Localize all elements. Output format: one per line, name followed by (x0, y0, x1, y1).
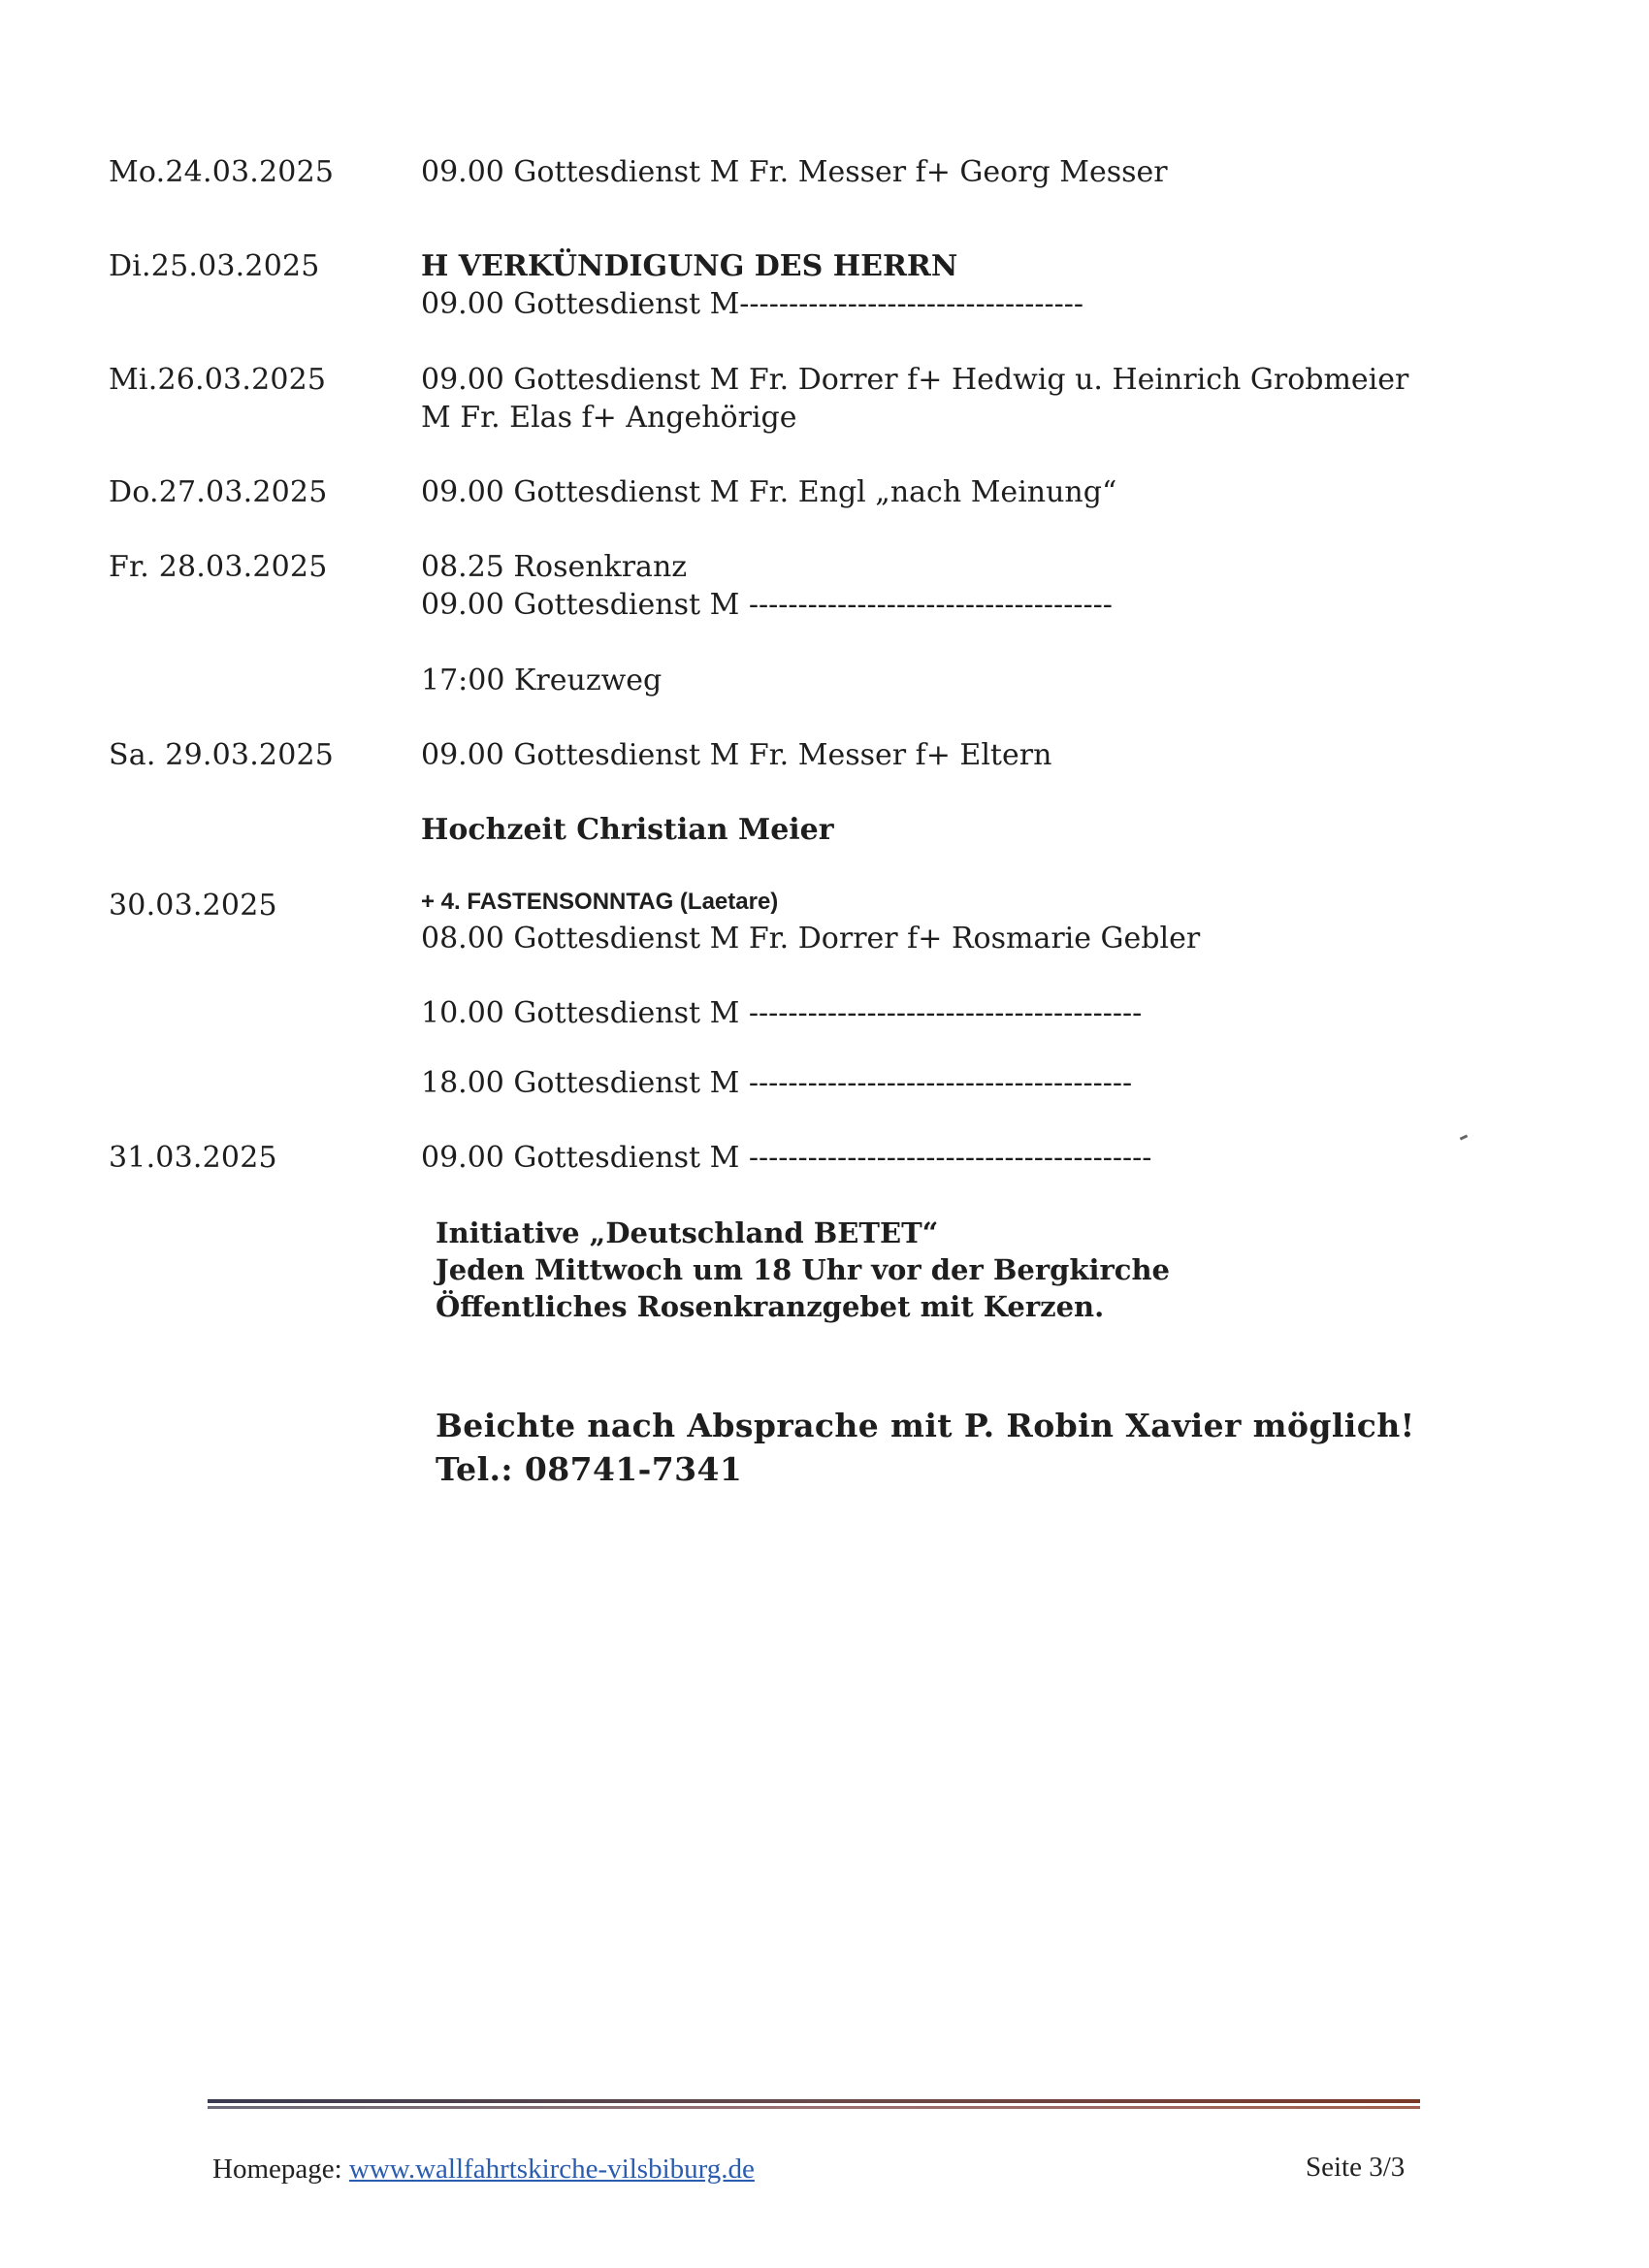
entry-line: 08.00 Gottesdienst M Fr. Dorrer f+ Rosmarie Gebler (421, 922, 1201, 956)
entry-line: 08.25 Rosenkranz (421, 550, 688, 584)
initiative-line: Jeden Mittwoch um 18 Uhr vor der Bergkirche (436, 1253, 1170, 1286)
initiative-line: Öffentliches Rosenkranzgebet mit Kerzen. (436, 1290, 1105, 1323)
entry-line: 09.00 Gottesdienst M ----------------------------------------- (421, 1141, 1152, 1175)
wedding-note: Hochzeit Christian Meier (421, 813, 834, 847)
date-mo-24: Mo.24.03.2025 (109, 155, 335, 189)
date-sa-29: Sa. 29.03.2025 (109, 738, 335, 772)
entry-line: 18.00 Gottesdienst M --------------------------------------- (421, 1066, 1133, 1100)
footer-homepage (212, 2154, 755, 2186)
date-di-25: Di.25.03.2025 (109, 249, 320, 283)
initiative-title: Initiative „Deutschland BETET“ (436, 1216, 939, 1249)
entry-line: 10.00 Gottesdienst M ---------------------------------------- (421, 996, 1143, 1030)
date-mi-26: Mi.26.03.2025 (109, 363, 327, 397)
beichte-phone: Tel.: 08741-7341 (436, 1450, 743, 1488)
entry-line: 17:00 Kreuzweg (421, 664, 663, 697)
date-30: 30.03.2025 (109, 889, 277, 923)
date-fr-28: Fr. 28.03.2025 (109, 550, 328, 584)
entry-line: 09.00 Gottesdienst M ------------------------------------- (421, 588, 1113, 622)
entry-line: 09.00 Gottesdienst M Fr. Dorrer f+ Hedwig u. Heinrich Grobmeier (421, 363, 1409, 397)
entry-line: 09.00 Gottesdienst M----------------------------------- (421, 287, 1084, 321)
entry-line: M Fr. Elas f+ Angehörige (421, 401, 797, 435)
date-31: 31.03.2025 (109, 1141, 277, 1175)
footer-rule (208, 2099, 1420, 2111)
scan-speck (1460, 1134, 1469, 1140)
sunday-title: + 4. FASTENSONNTAG (Laetare) (421, 889, 779, 915)
entry-line: 09.00 Gottesdienst M Fr. Messer f+ Eltern (421, 738, 1052, 772)
page-number: Seite 3/3 (1306, 2152, 1406, 2183)
homepage-link[interactable]: www.wallfahrtskirche-vilsbiburg.de (348, 2154, 755, 2185)
date-do-27: Do.27.03.2025 (109, 475, 328, 509)
beichte-note: Beichte nach Absprache mit P. Robin Xavier möglich! (436, 1407, 1415, 1444)
entry-line: 09.00 Gottesdienst M Fr. Engl „nach Meinung“ (421, 475, 1117, 509)
homepage-label: Homepage: (212, 2154, 349, 2185)
feast-title: H VERKÜNDIGUNG DES HERRN (421, 249, 958, 283)
entry-line: 09.00 Gottesdienst M Fr. Messer f+ Georg Messer (421, 155, 1168, 189)
